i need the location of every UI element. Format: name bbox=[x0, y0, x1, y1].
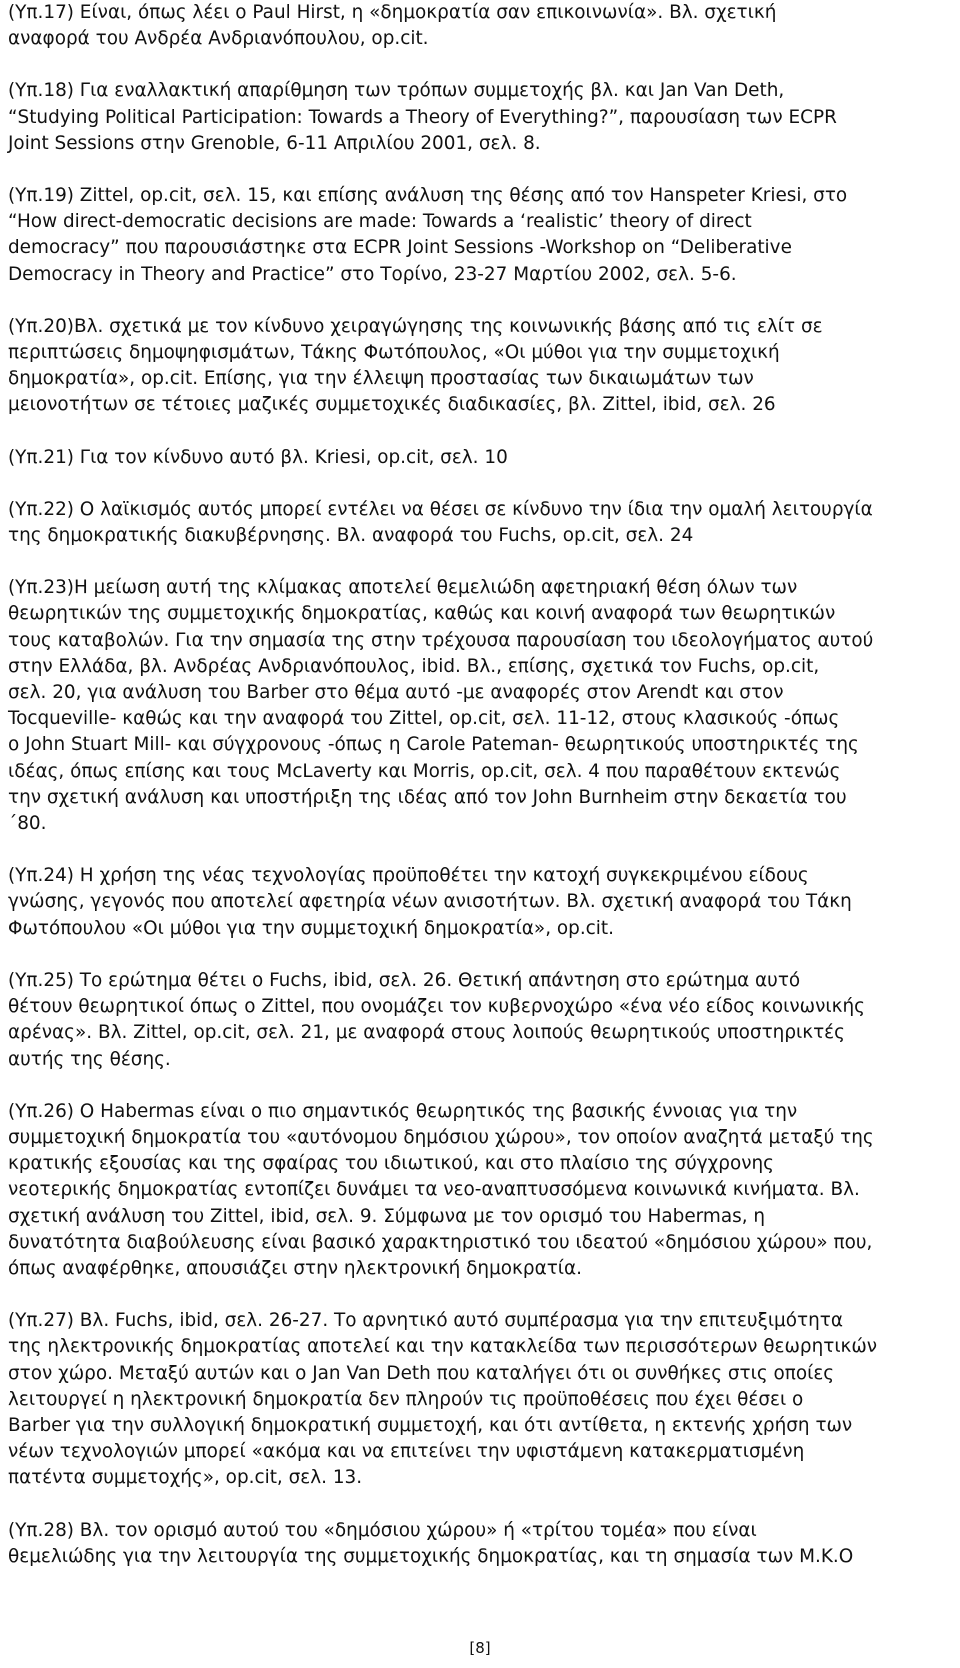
footnote-28 bbox=[8, 1518, 952, 1570]
footnote-line: (Υπ.21) Για τον κίνδυνο αυτό βλ. Kriesi, op.cit, σελ. 10 bbox=[8, 446, 508, 468]
footnote-line: Φωτόπουλου «Οι μύθοι για την συμμετοχική δημοκρατία», op.cit. bbox=[8, 917, 614, 939]
footnote-line: democracy” που παρουσιάστηκε στα ECPR Joint Sessions -Workshop on “Deliberative bbox=[8, 237, 792, 259]
footnote-22 bbox=[8, 497, 952, 549]
footnote-line: (Υπ.26) Ο Habermas είναι ο πιο σημαντικός θεωρητικός της βασικής έννοιας για την bbox=[8, 1100, 798, 1122]
footnote-23 bbox=[8, 575, 952, 837]
footnote-20 bbox=[8, 314, 952, 419]
footnote-line: αυτής της θέσης. bbox=[8, 1048, 171, 1070]
footnote-line: (Υπ.17) Είναι, όπως λέει ο Paul Hirst, η «δημοκρατία σαν επικοινωνία». Βλ. σχετική bbox=[8, 2, 777, 23]
footnote-line: “How direct-democratic decisions are made: Towards a ‘realistic’ theory of direct bbox=[8, 211, 752, 233]
footnote-line: ΄80. bbox=[8, 813, 47, 835]
footnote-line: την σχετική ανάλυση και υποστήριξη της ιδέας από τον John Burnheim στην δεκαετία του bbox=[8, 786, 847, 808]
footnote-line: της ηλεκτρονικής δημοκρατίας αποτελεί και την κατακλείδα των περισσότερων θεωρητικών bbox=[8, 1336, 878, 1358]
footnote-line: (Υπ.20)Βλ. σχετικά με τον κίνδυνο χειραγώγησης της κοινωνικής βάσης από τις ελίτ σε bbox=[8, 315, 823, 337]
footnote-line: “Studying Political Participation: Towards a Theory of Everything?”, παρουσίαση των ECPR bbox=[8, 106, 837, 128]
footnote-line: γνώσης, γεγονός που αποτελεί αφετηρία νέων ανισοτήτων. Βλ. σχετική αναφορά του Τάκη bbox=[8, 891, 852, 913]
document-page bbox=[8, 0, 952, 1668]
footnote-line: λειτουργεί η ηλεκτρονική δημοκρατία δεν πληρούν τις προϋποθέσεις που έχει θέσει ο bbox=[8, 1388, 804, 1410]
footnote-27 bbox=[8, 1308, 952, 1491]
footnote-line: στον χώρο. Μεταξύ αυτών και ο Jan Van Deth που καταλήγει ότι οι συνθήκες στις οποίες bbox=[8, 1362, 835, 1384]
footnote-line: Joint Sessions στην Grenoble, 6-11 Απριλίου 2001, σελ. 8. bbox=[8, 132, 541, 154]
footnote-19 bbox=[8, 183, 952, 288]
footnote-line: Democracy in Theory and Practice” στο Τορίνο, 23-27 Μαρτίου 2002, σελ. 5-6. bbox=[8, 263, 737, 285]
page-number: [8] bbox=[469, 1639, 491, 1657]
footnote-25 bbox=[8, 968, 952, 1073]
footnote-line: θεμελιώδης για την λειτουργία της συμμετοχικής δημοκρατίας, και τη σημασία των Μ.Κ.Ο bbox=[8, 1545, 854, 1567]
footnote-line: σχετική ανάλυση του Zittel, ibid, σελ. 9. Σύμφωνα με τον ορισμό του Habermas, η bbox=[8, 1205, 766, 1227]
footnote-line: (Υπ.27) Βλ. Fuchs, ibid, σελ. 26-27. Το αρνητικό αυτό συμπέρασμα για την επιτευξιμότητα bbox=[8, 1310, 843, 1332]
footnote-line: (Υπ.24) Η χρήση της νέας τεχνολογίας προϋποθέτει την κατοχή συγκεκριμένου είδους bbox=[8, 865, 809, 887]
footnote-line: αναφορά του Ανδρέα Ανδριανόπουλου, op.cit. bbox=[8, 28, 429, 50]
footnote-line: στην Ελλάδα, βλ. Ανδρέας Ανδριανόπουλος, ibid. Βλ., επίσης, σχετικά τον Fuchs, op.cit, bbox=[8, 655, 820, 677]
footnote-line: μειονοτήτων σε τέτοιες μαζικές συμμετοχικές διαδικασίες, βλ. Zittel, ibid, σελ. 26 bbox=[8, 394, 776, 416]
footnotes-list bbox=[8, 0, 952, 1570]
footnote-line: Tocqueville- καθώς και την αναφορά του Zittel, op.cit, σελ. 11-12, στους κλασικούς -όπως bbox=[8, 708, 840, 730]
footnote-26 bbox=[8, 1099, 952, 1282]
footnote-line: θεωρητικών της συμμετοχικής δημοκρατίας, καθώς και κοινή αναφορά των θεωρητικών bbox=[8, 603, 836, 625]
footnote-line: πατέντα συμμετοχής», op.cit, σελ. 13. bbox=[8, 1467, 363, 1489]
footnote-line: όπως αναφέρθηκε, απουσιάζει στην ηλεκτρονική δημοκρατία. bbox=[8, 1257, 583, 1279]
footnote-line: (Υπ.28) Βλ. τον ορισμό αυτού του «δημόσιου χώρου» ή «τρίτου τομέα» που είναι bbox=[8, 1519, 757, 1541]
footnote-line: σελ. 20, για ανάλυση του Barber στο θέμα αυτό -με αναφορές στον Arendt και στον bbox=[8, 682, 784, 704]
footnote-line: συμμετοχική δημοκρατία του «αυτόνομου δημόσιου χώρου», τον οποίον αναζητά μεταξύ της bbox=[8, 1126, 874, 1148]
footnote-line: της δημοκρατικής διακυβέρνησης. Βλ. αναφορά του Fuchs, op.cit, σελ. 24 bbox=[8, 525, 694, 547]
footnote-line: νέων τεχνολογιών μπορεί «ακόμα και να επιτείνει την υφιστάμενη κατακερματισμένη bbox=[8, 1441, 805, 1463]
footnote-line: τους καταβολών. Για την σημασία της στην τρέχουσα παρουσίαση του ιδεολογήματος αυτού bbox=[8, 629, 874, 651]
footnote-18 bbox=[8, 78, 952, 157]
footnote-line: ο John Stuart Mill- και σύγχρονους -όπως η Carole Pateman- θεωρητικούς υποστηρικτές της bbox=[8, 734, 859, 756]
footnote-line: (Υπ.18) Για εναλλακτική απαρίθμηση των τρόπων συμμετοχής βλ. και Jan Van Deth, bbox=[8, 80, 785, 102]
footnote-24 bbox=[8, 863, 952, 942]
footnote-21 bbox=[8, 445, 952, 471]
footnote-line: (Υπ.22) Ο λαϊκισμός αυτός μπορεί εντέλει να θέσει σε κίνδυνο την ίδια την ομαλή λειτουργία bbox=[8, 498, 873, 520]
footnote-line: Barber για την συλλογική δημοκρατική συμμετοχή, και ότι αντίθετα, η εκτενής χρήση των bbox=[8, 1414, 853, 1436]
footnote-line: δυνατότητα διαβούλευσης είναι βασικό χαρακτηριστικό του ιδεατού «δημόσιου χώρου» που, bbox=[8, 1231, 873, 1253]
footnote-line: κρατικής εξουσίας και της σφαίρας του ιδιωτικού, και στο πλαίσιο της σύγχρονης bbox=[8, 1153, 774, 1175]
footnote-line: περιπτώσεις δημοψηφισμάτων, Τάκης Φωτόπουλος, «Οι μύθοι για την συμμετοχική bbox=[8, 342, 780, 364]
footnote-line: δημοκρατία», op.cit. Επίσης, για την έλλειψη προστασίας των δικαιωμάτων των bbox=[8, 368, 754, 390]
footnote-17 bbox=[8, 0, 952, 52]
footnote-line: (Υπ.19) Zittel, op.cit, σελ. 15, και επίσης ανάλυση της θέσης από τον Hanspeter Kriesi, στο bbox=[8, 185, 848, 207]
footnote-line: νεοτερικής δημοκρατίας εντοπίζει δυνάμει τα νεο-αναπτυσσόμενα κοινωνικά κινήματα. Βλ. bbox=[8, 1179, 860, 1201]
footnote-line: θέτουν θεωρητικοί όπως ο Zittel, που ονομάζει τον κυβερνοχώρο «ένα νέο είδος κοινωνικής bbox=[8, 996, 865, 1018]
footnote-line: (Υπ.25) Το ερώτημα θέτει ο Fuchs, ibid, σελ. 26. Θετική απάντηση στο ερώτημα αυτό bbox=[8, 969, 801, 991]
footnote-line: (Υπ.23)Η μείωση αυτή της κλίμακας αποτελεί θεμελιώδη αφετηριακή θέση όλων των bbox=[8, 577, 798, 599]
footnote-line: ιδέας, όπως επίσης και τους McLaverty και Morris, op.cit, σελ. 4 που παραθέτουν εκτενώς bbox=[8, 760, 841, 782]
footnote-line: αρένας». Βλ. Zittel, op.cit, σελ. 21, με αναφορά στους λοιπούς θεωρητικούς υποστηρικτές bbox=[8, 1022, 845, 1044]
